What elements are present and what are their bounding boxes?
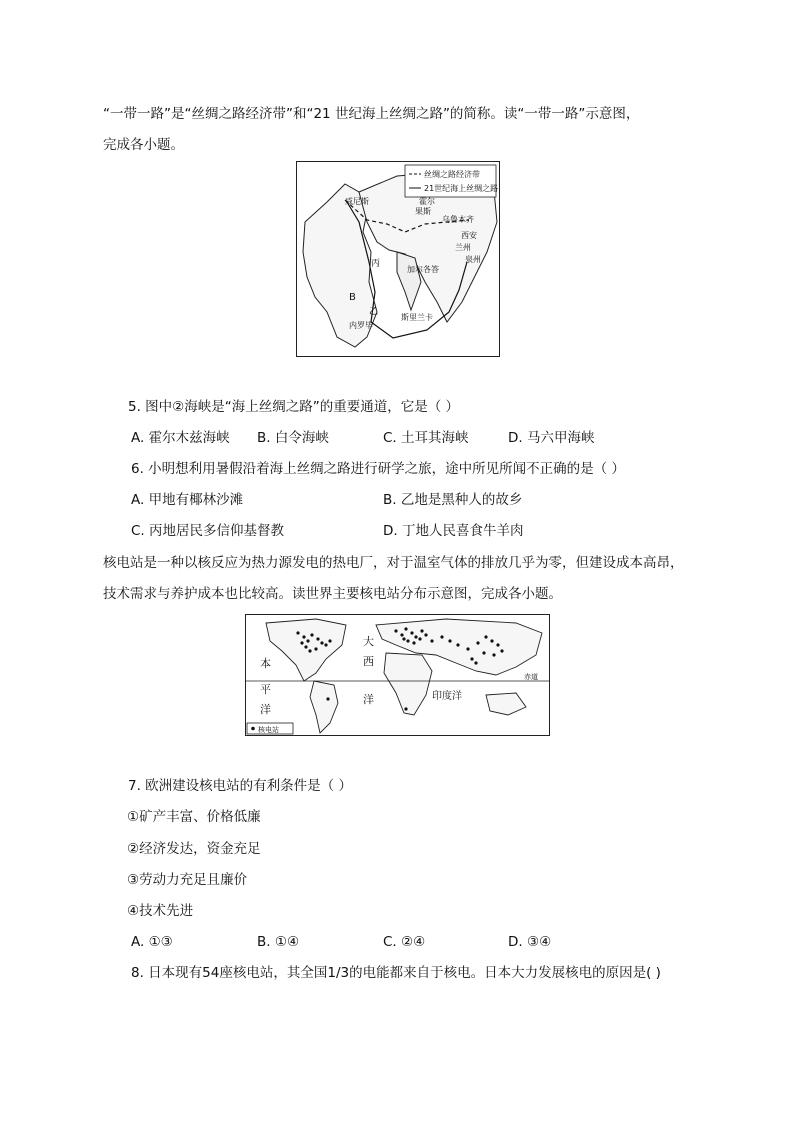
nuclear-station-dot	[304, 645, 307, 648]
nuclear-station-dot	[320, 641, 323, 644]
nuclear-station-dot	[420, 629, 423, 632]
question-5-stem: 5. 图中②海峡是“海上丝绸之路”的重要通道，它是（ ）	[128, 399, 460, 415]
label-bing: 丙	[371, 259, 381, 269]
nuclear-station-dot	[404, 707, 407, 710]
label-jiakeda: 加尔各答	[407, 265, 439, 274]
nuclear-station-dot	[424, 633, 427, 636]
nuclear-station-dot	[328, 639, 331, 642]
nuclear-station-dot	[296, 631, 299, 634]
label-yi: 乙	[369, 307, 379, 317]
nuclear-station-dot	[476, 641, 479, 644]
africa-landmass	[384, 653, 432, 715]
nuclear-station-dot	[496, 643, 499, 646]
question-7-item-1: ①矿产丰富、价格低廉	[127, 809, 261, 825]
label-guosi: 果斯	[415, 207, 431, 216]
nuclear-station-dot	[492, 653, 495, 656]
nuclear-station-dot	[406, 639, 409, 642]
question-5-option-c: C. 土耳其海峡	[383, 430, 469, 446]
ocean-label-yang-atlantic: 洋	[363, 693, 374, 706]
south-america-landmass	[310, 681, 338, 733]
nuclear-station-dot	[466, 647, 469, 650]
label-sililanka: 斯里兰卡	[401, 313, 433, 322]
nuclear-station-dot	[306, 639, 309, 642]
intro-paragraph-1-line-1: “一带一路”是“丝绸之路经济带”和“21 世纪海上丝绸之路”的简称。读“一带一路”示意图，	[103, 106, 640, 122]
legend-dot	[251, 727, 255, 731]
question-7-option-b: B. ①④	[257, 934, 300, 950]
nuclear-station-dot	[316, 637, 319, 640]
label-huoer: 霍尔	[419, 197, 435, 206]
ocean-label-xi: 西	[363, 655, 374, 668]
nuclear-station-dot	[470, 657, 473, 660]
nuclear-station-dot	[440, 635, 443, 638]
question-7-item-3: ③劳动力充足且廉价	[127, 872, 248, 888]
legend-maritime-label: 21世纪海上丝绸之路	[424, 184, 499, 193]
legend-label: 核电站	[258, 726, 279, 734]
question-8-stem: 8. 日本现有54座核电站，其全国1/3的电能都来自于核电。日本大力发展核电的原因是( )	[131, 965, 661, 981]
nuclear-station-dot	[482, 651, 485, 654]
nuclear-station-dot	[418, 637, 421, 640]
ocean-label-da: 大	[363, 635, 374, 648]
question-6-option-d: D. 丁地人民喜食牛羊肉	[383, 523, 524, 539]
nuclear-station-dot	[404, 627, 407, 630]
question-5-option-b: B. 白令海峡	[257, 430, 329, 446]
question-6-stem: 6. 小明想利用暑假沿着海上丝绸之路进行研学之旅，途中所见所闻不正确的是（ ）	[131, 461, 625, 477]
question-5-option-d: D. 马六甲海峡	[508, 430, 595, 446]
north-america-landmass	[266, 619, 346, 681]
question-7-stem: 7. 欧洲建设核电站的有利条件是（ ）	[128, 778, 352, 794]
nuclear-station-dot	[456, 643, 459, 646]
nuclear-station-dot	[490, 639, 493, 642]
ocean-label-yang-pacific: 洋	[260, 703, 271, 716]
question-6-option-b: B. 乙地是黑种人的故乡	[383, 492, 523, 508]
label-lanzhou: 兰州	[455, 243, 471, 252]
nuclear-station-dot	[326, 697, 329, 700]
nuclear-station-dot	[308, 649, 311, 652]
question-7-option-a: A. ①③	[131, 934, 173, 950]
nuclear-station-dot	[300, 641, 303, 644]
nuclear-station-dot	[412, 641, 415, 644]
question-7-item-2: ②经济发达，资金充足	[127, 841, 261, 857]
label-xian: 西安	[461, 231, 477, 240]
nuclear-station-dot	[448, 639, 451, 642]
ocean-label-ping: 平	[260, 683, 271, 696]
question-6-option-c: C. 丙地居民多信仰基督教	[131, 523, 285, 539]
nuclear-station-dot	[474, 661, 477, 664]
label-wulumuqi: 乌鲁木齐	[442, 215, 474, 224]
intro-paragraph-1-line-2: 完成各小题。	[103, 137, 184, 153]
nuclear-station-dot	[394, 629, 397, 632]
question-7-item-4: ④技术先进	[127, 903, 194, 919]
nuclear-station-dot	[410, 631, 413, 634]
nuclear-station-dot	[314, 647, 317, 650]
nuclear-station-dot	[484, 635, 487, 638]
nuclear-station-dot	[500, 649, 503, 652]
ocean-label-indian: 印度洋	[432, 691, 462, 702]
nuclear-station-dot	[310, 633, 313, 636]
ocean-label-ben: 本	[260, 657, 271, 670]
intro-paragraph-2-line-2: 技术需求与养护成本也比较高。读世界主要核电站分布示意图，完成各小题。	[103, 586, 562, 602]
label-neiluobi: 内罗毕	[349, 321, 373, 330]
label-b: B	[349, 292, 356, 303]
label-quanzhou: 泉州	[465, 255, 481, 264]
intro-paragraph-2-line-1: 核电站是一种以核反应为热力源发电的热电厂，对于温室气体的排放几乎为零，但建设成本高昂，	[103, 555, 684, 571]
nuclear-station-dot	[302, 635, 305, 638]
equator-label: 赤道	[524, 673, 538, 681]
nuclear-station-dot	[402, 637, 405, 640]
question-7-option-d: D. ③④	[508, 934, 552, 950]
question-5-option-a: A. 霍尔木兹海峡	[131, 430, 230, 446]
australia-landmass	[486, 693, 526, 715]
question-7-option-c: C. ②④	[383, 934, 426, 950]
nuclear-station-dot	[400, 633, 403, 636]
nuclear-station-dot	[324, 643, 327, 646]
label-weinisi: 威尼斯	[345, 197, 369, 206]
belt-and-road-map	[296, 161, 500, 357]
nuclear-station-dot	[414, 635, 417, 638]
nuclear-station-dot	[430, 639, 433, 642]
question-6-option-a: A. 甲地有椰林沙滩	[131, 492, 244, 508]
legend-belt-label: 丝绸之路经济带	[424, 170, 480, 179]
nuclear-power-map	[245, 614, 550, 736]
